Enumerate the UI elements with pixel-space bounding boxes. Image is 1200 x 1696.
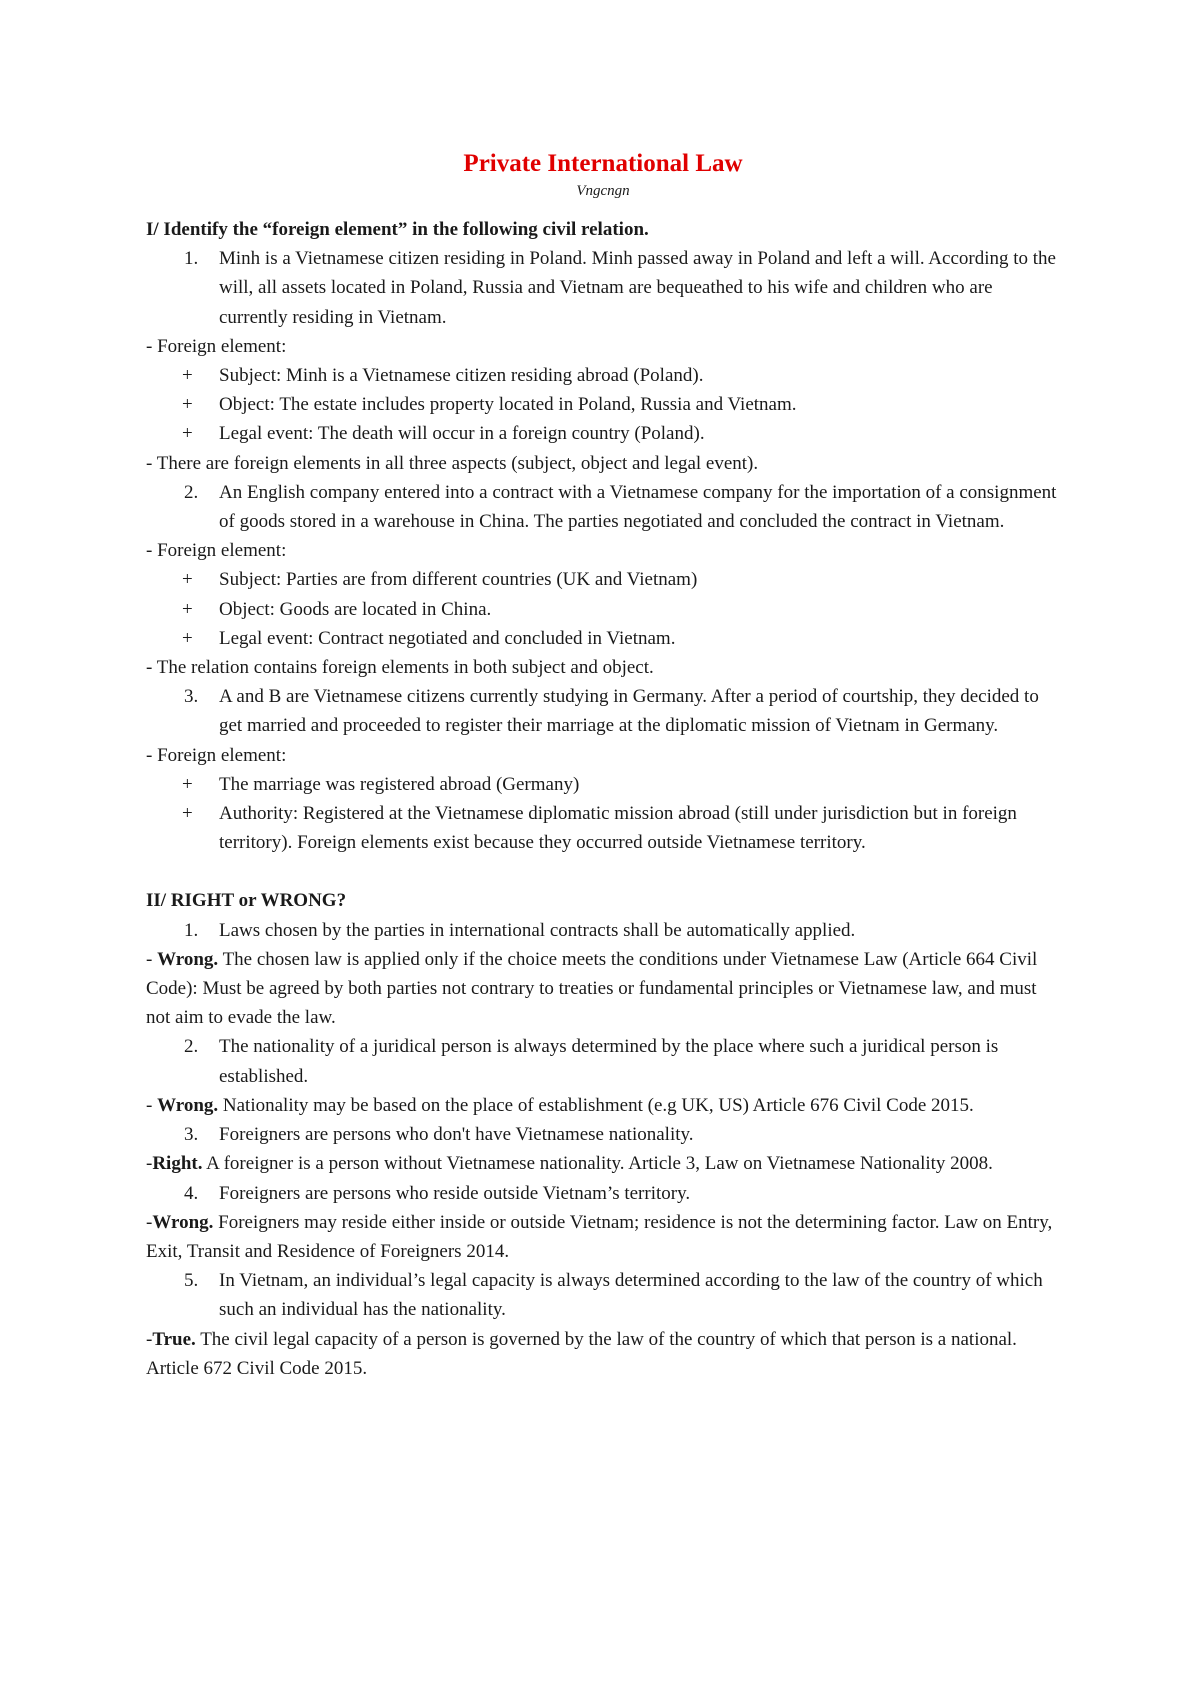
answer-verdict: Wrong. <box>152 1211 214 1233</box>
plus-marker: + <box>182 803 193 825</box>
answer-prefix: - <box>146 1094 158 1116</box>
list-number: 1. <box>184 248 199 270</box>
list-number: 5. <box>184 1270 199 1292</box>
case-item <box>146 682 1060 740</box>
foreign-element-label: - Foreign element: <box>146 335 287 357</box>
case-text: Minh is a Vietnamese citizen residing in Poland. Minh passed away in Poland and left a will. According to the will, all assets located in Poland, Russia and Vietnam are bequeathed to his wife and children who are currently residing in Vietnam. <box>219 248 1056 328</box>
plus-marker: + <box>182 423 193 445</box>
answer-paragraph <box>146 1149 1060 1178</box>
bullet-item <box>146 419 1060 448</box>
case-conclusion: - There are foreign elements in all three aspects (subject, object and legal event). <box>146 452 759 474</box>
answer-paragraph <box>146 945 1060 1033</box>
answer-verdict: Right. <box>152 1153 203 1175</box>
answer-explanation: The chosen law is applied only if the choice meets the conditions under Vietnamese Law (Article 664 Civil Code): Must be agreed by both parties not contrary to treaties or fundamental principles or Vietnamese law, and must not aim to evade the law. <box>146 948 1038 1029</box>
answer-prefix: - <box>146 1153 153 1175</box>
case-text: A and B are Vietnamese citizens currently studying in Germany. After a period of courtship, they decided to get married and proceeded to register their marriage at the diplomatic mission of Vietnam in Germany. <box>219 686 1039 737</box>
answer-paragraph <box>146 1325 1060 1383</box>
statement-text: In Vietnam, an individual’s legal capacity is always determined according to the law of the country of which such an individual has the nationality. <box>219 1270 1043 1321</box>
list-number: 3. <box>184 686 199 708</box>
list-number: 2. <box>184 1036 199 1058</box>
statement-text: Foreigners are persons who reside outside Vietnam’s territory. <box>219 1182 691 1204</box>
foreign-element-label: - Foreign element: <box>146 540 287 562</box>
list-number: 4. <box>184 1182 199 1204</box>
statement-text: Foreigners are persons who don't have Vietnamese nationality. <box>219 1124 694 1146</box>
plus-marker: + <box>182 569 193 591</box>
bullet-item <box>146 595 1060 624</box>
section-spacer <box>146 857 1060 886</box>
bullet-text: Authority: Registered at the Vietnamese diplomatic mission abroad (still under jurisdiction but in foreign territory). Foreign elements exist because they occurred outside Vietnamese territory. <box>219 803 1017 854</box>
answer-explanation: Foreigners may reside either inside or outside Vietnam; residence is not the determining factor. Law on Entry, Exit, Transit and Residence of Foreigners 2014. <box>146 1211 1053 1262</box>
plus-marker: + <box>182 598 193 620</box>
statement-text: Laws chosen by the parties in international contracts shall be automatically applied. <box>219 919 856 941</box>
answer-paragraph <box>146 1208 1060 1266</box>
bullet-item <box>146 799 1060 857</box>
bullet-item <box>146 624 1060 653</box>
bullet-item <box>146 361 1060 390</box>
foreign-element-label: - Foreign element: <box>146 744 287 766</box>
statement-item <box>146 1179 1060 1208</box>
bullet-text: Legal event: Contract negotiated and concluded in Vietnam. <box>219 627 676 649</box>
plus-marker: + <box>182 365 193 387</box>
statement-item <box>146 1120 1060 1149</box>
case-conclusion: - The relation contains foreign elements in both subject and object. <box>146 657 654 679</box>
bullet-text: Subject: Minh is a Vietnamese citizen residing abroad (Poland). <box>219 365 704 387</box>
answer-prefix: - <box>146 1211 153 1233</box>
bullet-text: Legal event: The death will occur in a foreign country (Poland). <box>219 423 705 445</box>
list-number: 2. <box>184 481 199 503</box>
bullet-text: Object: The estate includes property located in Poland, Russia and Vietnam. <box>219 394 797 416</box>
answer-explanation: A foreigner is a person without Vietnamese nationality. Article 3, Law on Vietnamese Nationality 2008. <box>202 1153 993 1175</box>
section-2-heading: II/ RIGHT or WRONG? <box>146 890 347 912</box>
bullet-item <box>146 390 1060 419</box>
bullet-item <box>146 770 1060 799</box>
bullet-item <box>146 565 1060 594</box>
case-text: An English company entered into a contract with a Vietnamese company for the importation of a consignment of goods stored in a warehouse in China. The parties negotiated and concluded the contract in Vietnam. <box>219 481 1057 533</box>
statement-item <box>146 916 1060 945</box>
case-item <box>146 478 1060 536</box>
author-name: Vngcngn <box>576 183 630 199</box>
section-1-heading: I/ Identify the “foreign element” in the following civil relation. <box>146 219 649 240</box>
answer-paragraph <box>146 1091 1060 1120</box>
bullet-text: The marriage was registered abroad (Germany) <box>219 773 580 795</box>
list-number: 3. <box>184 1124 199 1146</box>
document-title: Private International Law <box>463 150 743 177</box>
statement-item <box>146 1032 1060 1090</box>
answer-verdict: True. <box>152 1328 196 1350</box>
case-item <box>146 244 1060 332</box>
plus-marker: + <box>182 394 193 416</box>
statement-text: The nationality of a juridical person is always determined by the place where such a juridical person is established. <box>219 1036 999 1087</box>
answer-prefix: - <box>146 948 158 970</box>
plus-marker: + <box>182 773 193 795</box>
plus-marker: + <box>182 627 193 649</box>
answer-explanation: The civil legal capacity of a person is governed by the law of the country of which that person is a national. Article 672 Civil Code 2015. <box>146 1328 1017 1379</box>
statement-item <box>146 1266 1060 1324</box>
answer-explanation: Nationality may be based on the place of establishment (e.g UK, US) Article 676 Civil Code 2015. <box>218 1094 974 1116</box>
list-number: 1. <box>184 919 199 941</box>
answer-verdict: Wrong. <box>157 1094 219 1116</box>
answer-verdict: Wrong. <box>157 948 219 970</box>
answer-prefix: - <box>146 1328 153 1350</box>
bullet-text: Subject: Parties are from different countries (UK and Vietnam) <box>219 569 698 591</box>
bullet-text: Object: Goods are located in China. <box>219 598 492 620</box>
